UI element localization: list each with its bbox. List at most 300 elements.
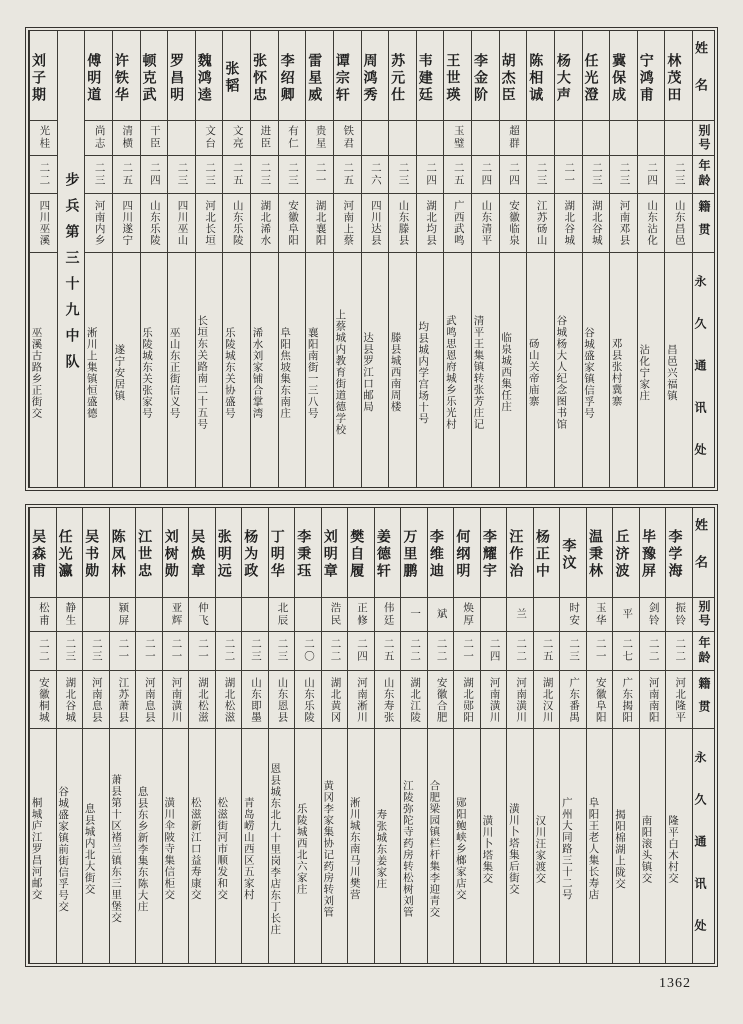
- cell-address: [527, 253, 554, 487]
- native-text: 广东揭阳: [621, 676, 633, 723]
- cell-name: [500, 31, 527, 121]
- alias-text: 静生: [64, 601, 76, 627]
- cell-address: [242, 729, 268, 963]
- cell-age: [534, 632, 560, 671]
- address-text: 息县城内北大街交: [83, 803, 95, 896]
- address-text: 郧阳鲍峡乡榔家店交: [454, 797, 466, 901]
- cell-age: [83, 632, 109, 671]
- cell-name: [428, 508, 454, 598]
- header-label-alias: 别号: [697, 600, 711, 629]
- cell-name: [196, 31, 223, 121]
- alias-text: 玉华: [594, 601, 606, 627]
- cell-name: [583, 31, 610, 121]
- native-text: 河南邓县: [618, 200, 630, 246]
- age-text: 二七: [621, 638, 633, 664]
- name-text: 许铁华: [112, 52, 128, 104]
- native-text: 河南潢川: [170, 676, 182, 723]
- cell-age: [113, 156, 140, 195]
- cell-name: [295, 508, 321, 598]
- header-cell-name: [693, 508, 714, 598]
- address-text: 谷城盛家镇信孚号: [583, 326, 594, 419]
- cell-age: [322, 632, 348, 671]
- native-text: 河南淅川: [356, 676, 368, 723]
- cell-age: [472, 156, 499, 195]
- native-text: 湖北江陵: [409, 676, 421, 723]
- name-text: 胡杰臣: [499, 52, 515, 104]
- cell-native: [163, 671, 189, 729]
- name-text: 李耀宇: [480, 529, 496, 581]
- cell-native: [334, 194, 361, 252]
- name-text: 樊自履: [348, 529, 364, 581]
- unit-label-column: [57, 31, 85, 487]
- person-column: [374, 508, 401, 964]
- cell-address: [110, 729, 136, 963]
- cell-alias: [362, 121, 389, 155]
- age-text: 二一: [563, 161, 575, 187]
- name-text: 傅明道: [85, 52, 101, 104]
- address-text: 阜阳焦坡集东南庄: [279, 326, 291, 419]
- cell-native: [30, 671, 56, 729]
- age-text: 二三: [618, 161, 630, 187]
- address-text: 巫溪古路乡正街交: [30, 326, 42, 419]
- cell-alias: [613, 598, 639, 632]
- native-text: 湖北黄冈: [329, 676, 341, 723]
- cell-native: [136, 671, 162, 729]
- cell-alias: [113, 121, 140, 155]
- cell-native: [196, 194, 223, 252]
- age-text: 二一: [196, 638, 208, 664]
- cell-address: [362, 253, 389, 487]
- native-text: 湖北谷城: [563, 200, 575, 246]
- cell-alias: [251, 121, 278, 155]
- name-text: 李学海: [666, 529, 682, 581]
- age-text: 二四: [507, 161, 519, 187]
- age-text: 二一: [594, 638, 606, 664]
- name-text: 陈相诚: [527, 52, 543, 104]
- name-text: 汪作治: [507, 529, 523, 581]
- cell-native: [85, 194, 112, 252]
- age-text: 二二: [674, 638, 686, 664]
- cell-name: [454, 508, 480, 598]
- name-text: 魏鸿逵: [195, 52, 211, 104]
- address-text: 砀山关帝庙寨: [527, 338, 539, 408]
- name-text: 李金阶: [472, 52, 487, 104]
- person-column: [453, 508, 480, 964]
- cell-name: [560, 508, 586, 598]
- cell-age: [334, 156, 361, 195]
- cell-native: [362, 194, 389, 252]
- cell-age: [189, 632, 215, 671]
- cell-alias: [110, 598, 136, 632]
- age-text: 二三: [535, 161, 547, 187]
- cell-name: [168, 31, 195, 121]
- cell-address: [306, 253, 333, 487]
- age-text: 二二: [37, 638, 49, 664]
- person-column: [162, 508, 189, 964]
- age-text: 二四: [480, 161, 492, 187]
- name-text: 雷星威: [306, 52, 322, 104]
- cell-address: [334, 253, 361, 487]
- cell-name: [216, 508, 242, 598]
- cell-native: [322, 671, 348, 729]
- name-text: 李秉珏: [295, 529, 311, 581]
- cell-age: [500, 156, 527, 195]
- cell-native: [401, 671, 427, 729]
- cell-name: [113, 31, 140, 121]
- person-column: [112, 31, 140, 487]
- cell-age: [168, 156, 195, 195]
- cell-alias: [640, 598, 666, 632]
- age-text: 二二: [435, 638, 447, 664]
- native-text: 山东昌邑: [673, 200, 685, 246]
- header-label-address: 永久通讯处: [693, 751, 707, 962]
- native-text: 河北隆平: [674, 676, 686, 723]
- cell-address: [444, 253, 471, 487]
- cell-name: [362, 31, 389, 121]
- cell-address: [57, 729, 83, 963]
- cell-address: [583, 253, 610, 487]
- age-text: 二三: [276, 638, 288, 664]
- name-text: 顿克武: [140, 52, 156, 104]
- cell-name: [141, 31, 168, 121]
- cell-alias: [141, 121, 168, 155]
- cell-alias: [610, 121, 637, 155]
- cell-name: [57, 508, 83, 598]
- cell-address: [322, 729, 348, 963]
- cell-age: [30, 632, 56, 671]
- cell-native: [640, 671, 666, 729]
- cell-address: [83, 729, 109, 963]
- address-text: 淅川上集镇恒盛德: [85, 326, 97, 419]
- cell-native: [507, 671, 533, 729]
- header-cell-alias: [693, 598, 714, 632]
- cell-address: [389, 253, 416, 487]
- cell-address: [666, 729, 692, 963]
- age-text: 二二: [409, 638, 421, 664]
- cell-native: [481, 671, 507, 729]
- cell-name: [83, 508, 109, 598]
- native-text: 湖北郧阳: [462, 676, 474, 723]
- cell-address: [189, 729, 215, 963]
- person-column: [582, 31, 610, 487]
- person-column: [195, 31, 223, 487]
- address-text: 黄冈李家集协记药房转刘管: [322, 780, 334, 919]
- address-text: 息县东乡新李集东陈大庄: [136, 785, 148, 913]
- cell-name: [389, 31, 416, 121]
- cell-age: [348, 632, 374, 671]
- address-text: 上蔡城内教育街道德学校: [334, 309, 346, 436]
- name-text: 万里鹏: [401, 529, 417, 581]
- address-text: 揭阳棉湖上陇交: [613, 808, 625, 890]
- cell-address: [610, 253, 637, 487]
- cell-native: [57, 671, 83, 729]
- roster-table-top: [28, 30, 715, 488]
- name-text: 任光澄: [582, 52, 598, 104]
- cell-age: [610, 156, 637, 195]
- native-text: 安徽阜阳: [286, 200, 298, 246]
- address-text: 谷城盛家镇前街信孚号交: [57, 785, 69, 913]
- age-text: 二三: [93, 161, 105, 187]
- alias-text: 颍屏: [117, 601, 129, 627]
- name-text: 李绍卿: [278, 52, 294, 104]
- cell-age: [30, 156, 57, 195]
- cell-address: [454, 729, 480, 963]
- alias-text: 干臣: [148, 125, 160, 151]
- alias-text: 平: [621, 608, 633, 621]
- native-text: 河南上蔡: [342, 200, 354, 246]
- cell-name: [136, 508, 162, 598]
- age-text: 二一: [170, 638, 182, 664]
- header-label-address: 永久通讯处: [693, 274, 707, 485]
- person-column: [294, 508, 321, 964]
- native-text: 河南南阳: [647, 676, 659, 723]
- cell-native: [665, 194, 692, 252]
- native-text: 安徽阜阳: [594, 676, 606, 723]
- native-text: 安徽合肥: [435, 676, 447, 723]
- person-column: [559, 508, 586, 964]
- cell-native: [500, 194, 527, 252]
- person-column: [167, 31, 195, 487]
- cell-age: [306, 156, 333, 195]
- alias-text: 贵星: [314, 125, 326, 151]
- cell-address: [428, 729, 454, 963]
- native-text: 山东即墨: [249, 676, 261, 723]
- person-column: [29, 508, 56, 964]
- cell-address: [251, 253, 278, 487]
- address-text: 潢川伞陂寺集信柜交: [163, 797, 175, 901]
- cell-name: [348, 508, 374, 598]
- person-column: [140, 31, 168, 487]
- cell-age: [251, 156, 278, 195]
- cell-name: [30, 31, 57, 121]
- name-text: 杨为政: [242, 529, 258, 581]
- person-column: [188, 508, 215, 964]
- row-headers-column: [692, 31, 714, 487]
- cell-name: [163, 508, 189, 598]
- name-text: 刘明章: [321, 529, 337, 581]
- cell-name: [555, 31, 582, 121]
- alias-text: 铁君: [342, 125, 354, 151]
- cell-alias: [389, 121, 416, 155]
- name-text: 江世忠: [136, 529, 152, 581]
- header-cell-native: [693, 671, 714, 729]
- age-text: 二四: [356, 638, 368, 664]
- address-text: 襄阳南街一三八号: [306, 326, 318, 419]
- address-text: 谷城杨大人纪念图书馆: [555, 315, 567, 431]
- name-text: 张韬: [223, 61, 239, 96]
- cell-age: [666, 632, 692, 671]
- cell-name: [444, 31, 471, 121]
- header-label-name: 姓名: [693, 517, 708, 592]
- name-text: 陈凤林: [109, 529, 125, 581]
- cell-age: [223, 156, 250, 195]
- cell-alias: [401, 598, 427, 632]
- person-column: [278, 31, 306, 487]
- alias-text: 超群: [507, 125, 519, 151]
- address-text: 潢川卜塔集交: [481, 814, 493, 884]
- person-column: [361, 31, 389, 487]
- cell-alias: [472, 121, 499, 155]
- cell-alias: [136, 598, 162, 632]
- cell-alias: [481, 598, 507, 632]
- cell-native: [295, 671, 321, 729]
- alias-text: 尚志: [93, 125, 105, 151]
- native-text: 河南潢川: [515, 676, 527, 723]
- native-text: 湖北谷城: [590, 200, 602, 246]
- cell-native: [587, 671, 613, 729]
- cell-name: [189, 508, 215, 598]
- native-text: 山东滕县: [397, 200, 409, 246]
- cell-age: [583, 156, 610, 195]
- name-text: 吴书勋: [83, 529, 99, 581]
- header-cell-age: [693, 632, 714, 671]
- alias-text: 焕厚: [462, 601, 474, 627]
- cell-alias: [322, 598, 348, 632]
- cell-native: [251, 194, 278, 252]
- alias-text: 浩民: [329, 601, 341, 627]
- cell-alias: [534, 598, 560, 632]
- cell-alias: [583, 121, 610, 155]
- age-text: 二四: [488, 638, 500, 664]
- cell-alias: [279, 121, 306, 155]
- cell-name: [610, 31, 637, 121]
- address-text: 松滋街河市顺发和交: [216, 797, 228, 901]
- alias-text: 文台: [204, 125, 216, 151]
- address-text: 巫山东正街信义号: [168, 326, 180, 419]
- age-text: 二五: [452, 161, 464, 187]
- age-text: 二三: [249, 638, 261, 664]
- cell-native: [610, 194, 637, 252]
- address-text: 长垣东关路南二十五号: [196, 315, 208, 431]
- cell-name: [587, 508, 613, 598]
- cell-native: [242, 671, 268, 729]
- cell-native: [30, 194, 57, 252]
- header-label-name: 姓名: [693, 41, 708, 116]
- person-column: [347, 508, 374, 964]
- native-text: 山东乐陵: [231, 200, 243, 246]
- cell-age: [389, 156, 416, 195]
- alias-text: 清横: [121, 125, 133, 151]
- person-column: [250, 31, 278, 487]
- cell-native: [472, 194, 499, 252]
- cell-native: [428, 671, 454, 729]
- cell-native: [534, 671, 560, 729]
- cell-age: [375, 632, 401, 671]
- native-text: 湖北谷城: [64, 676, 76, 723]
- cell-address: [401, 729, 427, 963]
- person-column: [664, 31, 692, 487]
- age-text: 二三: [590, 161, 602, 187]
- cell-alias: [666, 598, 692, 632]
- cell-address: [168, 253, 195, 487]
- address-text: 武鸣思恩府城乡乐光村: [444, 315, 456, 431]
- person-column: [554, 31, 582, 487]
- header-cell-name: [693, 31, 714, 121]
- person-column: [637, 31, 665, 487]
- cell-address: [30, 729, 56, 963]
- native-text: 安徽桐城: [37, 676, 49, 723]
- cell-name: [640, 508, 666, 598]
- alias-text: 光桂: [38, 125, 50, 151]
- person-column: [305, 31, 333, 487]
- cell-address: [295, 729, 321, 963]
- cell-native: [527, 194, 554, 252]
- address-text: 萧县第十区褚兰镇东三里堡交: [110, 774, 122, 924]
- cell-name: [472, 31, 499, 121]
- cell-name: [251, 31, 278, 121]
- header-cell-alias: [693, 121, 714, 155]
- cell-native: [216, 671, 242, 729]
- header-label-age: 年龄: [697, 159, 711, 190]
- native-text: 湖北浠水: [259, 200, 271, 246]
- cell-alias: [30, 121, 57, 155]
- cell-alias: [428, 598, 454, 632]
- age-text: 二五: [121, 161, 133, 187]
- address-text: 江陵弥陀寺药房转松树刘管: [401, 780, 413, 919]
- native-text: 四川巫溪: [38, 200, 50, 246]
- age-text: 二二: [647, 638, 659, 664]
- cell-alias: [269, 598, 295, 632]
- cell-alias: [444, 121, 471, 155]
- age-text: 二六: [369, 161, 381, 187]
- age-text: 二四: [646, 161, 658, 187]
- name-text: 姜德轩: [374, 529, 390, 581]
- cell-native: [279, 194, 306, 252]
- age-text: 二三: [204, 161, 216, 187]
- cell-name: [269, 508, 295, 598]
- cell-name: [279, 31, 306, 121]
- address-text: 滕县城西南周楼: [389, 332, 401, 413]
- person-column: [268, 508, 295, 964]
- cell-age: [110, 632, 136, 671]
- name-text: 周鸿秀: [361, 52, 377, 104]
- native-text: 河南内乡: [93, 200, 105, 246]
- cell-native: [141, 194, 168, 252]
- native-text: 安徽临泉: [507, 200, 519, 246]
- cell-address: [163, 729, 189, 963]
- native-text: 江苏萧县: [117, 676, 129, 723]
- person-column: [639, 508, 666, 964]
- alias-text: 文亮: [231, 125, 243, 151]
- header-label-native: 籍贯: [697, 676, 711, 723]
- name-text: 丁明华: [268, 529, 284, 581]
- name-text: 林茂田: [665, 52, 681, 104]
- address-text: 邓县张村冀寨: [610, 338, 622, 408]
- cell-age: [587, 632, 613, 671]
- cell-address: [534, 729, 560, 963]
- native-text: 湖北汉川: [541, 676, 553, 723]
- native-text: 河南潢川: [488, 676, 500, 723]
- cell-age: [444, 156, 471, 195]
- cell-native: [110, 671, 136, 729]
- cell-address: [587, 729, 613, 963]
- cell-address: [555, 253, 582, 487]
- cell-address: [481, 729, 507, 963]
- name-text: 吴森甫: [30, 529, 46, 581]
- alias-text: 兰: [515, 608, 527, 621]
- cell-alias: [295, 598, 321, 632]
- native-text: 河南息县: [90, 676, 102, 723]
- name-text: 刘子期: [30, 52, 45, 104]
- age-text: 二三: [259, 161, 271, 187]
- cell-alias: [242, 598, 268, 632]
- cell-age: [242, 632, 268, 671]
- cell-native: [348, 671, 374, 729]
- name-text: 杨正中: [533, 529, 549, 581]
- age-text: 二二: [38, 161, 50, 187]
- cell-name: [85, 31, 112, 121]
- cell-name: [665, 31, 692, 121]
